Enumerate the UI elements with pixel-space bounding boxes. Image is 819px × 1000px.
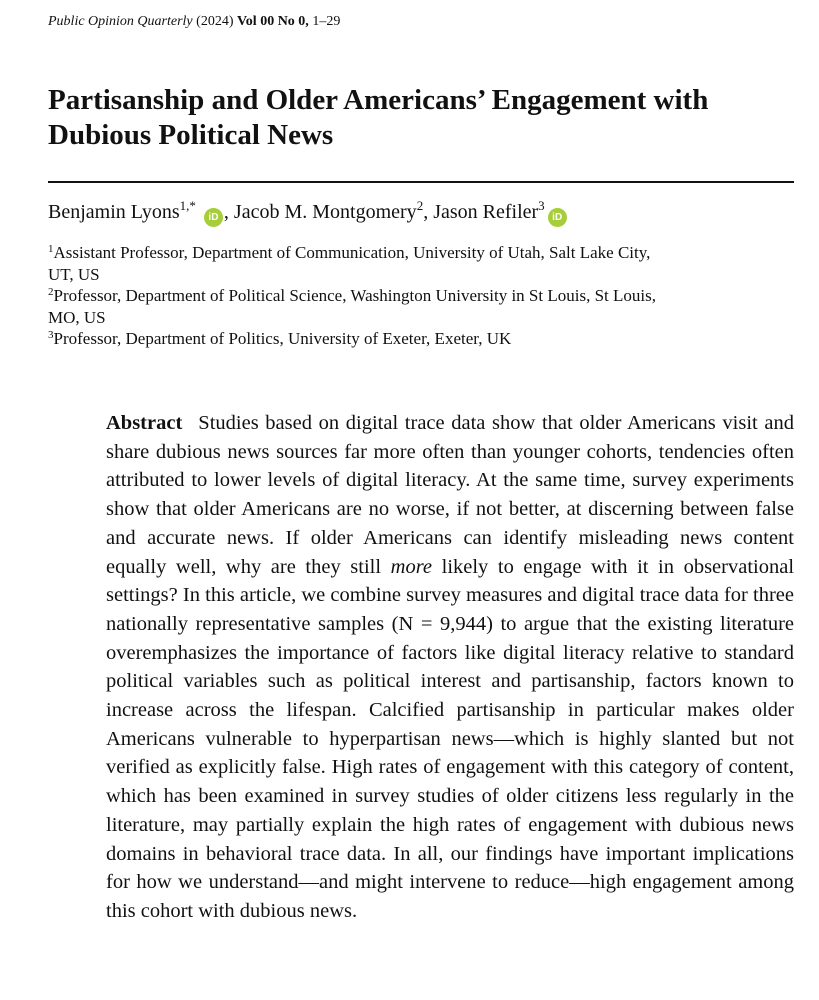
affiliation-text: Professor, Department of Politics, University of Exeter, Exeter, UK — [53, 329, 512, 349]
affiliation-1 — [48, 242, 793, 285]
author-name: Jacob M. Montgomery — [233, 201, 417, 223]
journal-citation — [48, 13, 340, 31]
abstract-text-part-1: Studies based on digital trace data show that older Americans visit and share dubious news sources far more often than younger cohorts, tendencies often attributed to lower levels of digital literacy. At the same time, survey experiments show that older Americans are no worse, if not better, at discerning between false and accurate news. If older Americans can identify misleading news content equally well, why are they still — [106, 412, 794, 578]
affiliation-text: Assistant Professor, Department of Communication, University of Utah, Salt Lake City, — [53, 243, 651, 262]
author-affiliation-marker: 3 — [538, 198, 545, 213]
paper-title — [48, 83, 788, 153]
paper-title-line-2: Dubious Political News — [48, 119, 334, 151]
journal-pages: 1–29 — [312, 14, 341, 29]
orcid-icon[interactable]: iD — [548, 208, 567, 227]
abstract-emphasis: more — [390, 555, 433, 578]
journal-name: Public Opinion Quarterly — [48, 14, 193, 29]
title-divider — [48, 181, 794, 183]
abstract-label: Abstract — [106, 412, 183, 434]
affiliation-3 — [48, 328, 793, 350]
author-name: Jason Refiler — [433, 201, 539, 223]
journal-volume: Vol 00 No 0, — [236, 14, 309, 29]
paper-title-line-1: Partisanship and Older Americans’ Engagement with — [48, 84, 709, 116]
author-list: Benjamin Lyons$^{1,*}$ iD , Jacob M. Montgomery$^2$, Jason Refiler$^3$iD — [48, 198, 568, 227]
affiliation-number: 2 — [48, 286, 54, 299]
affiliation-text: Professor, Department of Political Science, Washington University in St Louis, St Louis, — [53, 286, 656, 306]
abstract-text-part-2: likely to engage with it in observational settings? In this article, we combine survey measures and digital trace data for three nationally representative samples (N = 9,944) to argue that the existing literature overemphasizes the importance of factors like digital literacy relative to standard political variables such as political interest and partisanship, factors known to increase across the lifespan. Calcified partisanship in particular makes older Americans vulnerable to hyperpartisan news—which is highly slanted but not verified as explicitly false. High rates of engagement with this category of content, which has been examined in survey studies of older citizens less regularly in the literature, may partially explain the high rates of engagement with dubious news domains in behavioral trace data. In all, our findings have important implications for how we understand—and might intervene to reduce—high engagement among this cohort with dubious news. — [106, 555, 795, 922]
affiliation-text-cont: UT, US — [48, 264, 100, 284]
journal-year: (2024) — [196, 14, 234, 29]
affiliation-number: 3 — [48, 329, 54, 342]
author-name: Benjamin Lyons — [48, 201, 180, 223]
affiliation-text-cont: MO, US — [48, 307, 106, 327]
affiliation-number: 1 — [48, 243, 54, 255]
author-affiliation-marker: 2 — [416, 198, 424, 213]
author-affiliation-marker: 1,* — [179, 198, 196, 213]
orcid-icon[interactable]: iD — [204, 208, 223, 227]
affiliation-2 — [48, 285, 793, 328]
affiliations — [48, 242, 793, 350]
abstract — [106, 409, 794, 926]
